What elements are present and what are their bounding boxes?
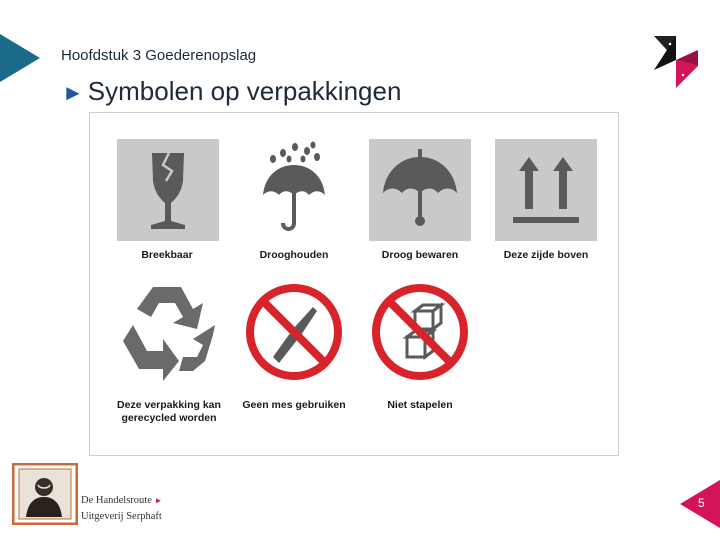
slide-title-text: Symbolen op verpakkingen — [87, 76, 402, 106]
umbrella-icon — [369, 139, 471, 241]
this-side-up-icon — [495, 139, 597, 241]
symbol-label: Geen mes gebruiken — [242, 399, 346, 411]
bullet-arrow-icon: ► — [62, 80, 84, 105]
slide-title — [62, 76, 401, 107]
symbol-label: Breekbaar — [141, 249, 193, 261]
recycle-icon — [117, 275, 219, 385]
symbol-label: Droog bewaren — [381, 249, 459, 261]
publisher-logo-icon — [12, 463, 78, 525]
no-knife-icon — [243, 281, 345, 383]
corner-logo-icon — [650, 30, 704, 90]
symbols-image — [89, 112, 619, 456]
publisher-line1: De Handelsroute — [81, 495, 152, 506]
page-number: 5 — [698, 496, 705, 510]
publisher-name — [81, 493, 162, 525]
arrow-icon: ► — [154, 496, 163, 505]
symbol-label: Niet stapelen — [387, 399, 453, 411]
chapter-title: Hoofdstuk 3 Goederenopslag — [61, 47, 257, 64]
fragile-glass-icon — [117, 139, 219, 241]
no-stacking-icon — [369, 281, 471, 383]
umbrella-rain-icon — [243, 139, 345, 241]
symbol-label: Deze zijde boven — [503, 249, 589, 261]
symbol-label: Drooghouden — [259, 249, 329, 261]
publisher-line2: Uitgeverij Serphaft — [81, 511, 162, 522]
symbol-label: Deze verpakking kan gerecycled worden — [117, 399, 221, 424]
chapter-arrow-icon — [0, 34, 40, 82]
